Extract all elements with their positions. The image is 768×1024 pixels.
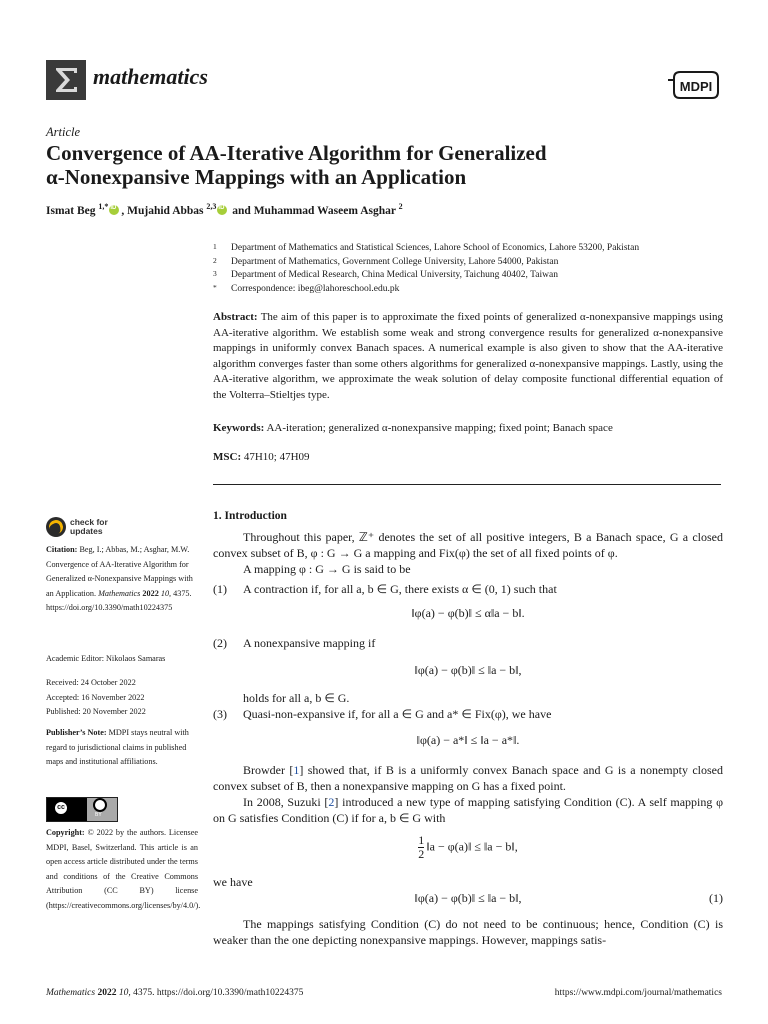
footer-volume: 10, <box>118 988 131 998</box>
section-divider <box>213 484 721 485</box>
item-number: (3) <box>213 707 227 721</box>
keywords <box>213 421 723 437</box>
cc-circle-icon: cc <box>53 800 69 816</box>
section-heading: 1. Introduction <box>213 510 287 522</box>
citation-text: Beg, I.; Abbas, M.; Asghar, M.W. Convergence of AA-Iterative Algorithm for Generalized α-Nonexpansive Mappings with an Application. <box>46 545 193 598</box>
text-run: Browder [ <box>243 763 294 777</box>
copyright-label: Copyright: <box>46 828 85 837</box>
condition-c-paragraph: The mappings satisfying Condition (C) do not need to be continuous; hence, Condition (C) is weaker than the one depicting nonexpansive mappings. However, mappings satis- <box>213 917 723 947</box>
footer-doi-link[interactable]: 4375. https://doi.org/10.3390/math10224375 <box>133 988 304 998</box>
fraction <box>418 834 424 861</box>
check-for-updates-button[interactable] <box>46 516 126 540</box>
affiliation-item <box>213 242 639 256</box>
received-date: Received: 24 October 2022 <box>46 678 136 687</box>
citation-year: 2022 <box>142 588 159 598</box>
publisher-note-text: MDPI stays neutral with regard to jurisdictional claims in published maps and institutional affiliations. <box>46 728 189 767</box>
equation: ‖φ(a) − φ(b)‖ ≤ ‖a − b‖, <box>414 663 522 677</box>
item-text: A contraction if, for all a, b ∈ G, there exists α ∈ (0, 1) such that <box>243 582 557 596</box>
author-affil-marks: 2 <box>398 202 403 211</box>
title-line-1: Convergence of AA-Iterative Algorithm for Generalized <box>46 141 547 165</box>
item-text: holds for all a, b ∈ G. <box>243 691 350 705</box>
intro-body <box>213 529 723 948</box>
citation-link[interactable]: 1 <box>293 763 300 777</box>
citation-block <box>46 543 198 616</box>
copyright-block <box>46 826 201 914</box>
msc-label: MSC: <box>213 451 242 463</box>
publisher-note-label: Publisher’s Note: <box>46 728 107 737</box>
footer-citation <box>46 988 303 998</box>
author-name[interactable]: Muhammad Waseem Asghar <box>253 204 396 217</box>
check-updates-label <box>70 518 108 536</box>
browder-paragraph <box>213 762 723 794</box>
publisher-name: MDPI <box>679 79 713 94</box>
equation-number: (1) <box>709 891 723 905</box>
journal-name: mathematics <box>93 64 208 89</box>
accepted-date: Accepted: 16 November 2022 <box>46 692 145 702</box>
journal-logo-icon <box>46 60 86 100</box>
abstract-text: The aim of this paper is to approximate the fixed points of generalized α-nonexpansive mappings using AA-iterative algorithm. We establish some weak and strong convergence results for generalized α-nonexpansive mappings in uniformly convex Banach spaces. A numerical example is also given to show that the AA-iterative algorithm converges faster than some others algorithms for generalized α-nonexpansive mappings. Lastly, using the AA-iterative algorithm, we approximate the weak solution of delay composite functional differential equation of the Volterra–Stieltjes type. <box>213 311 723 401</box>
title-line-2: α-Nonexpansive Mappings with an Application <box>46 165 467 189</box>
intro-paragraph: Throughout this paper, ℤ⁺ denotes the set of all positive integers, B a Banach space, G a closed convex subset of B, φ : G → G a mapping and Fix(φ) the set of all fixed points of φ. <box>213 530 723 560</box>
definition-item <box>213 635 723 651</box>
affiliation-item <box>213 283 639 297</box>
affiliation-item <box>213 269 639 283</box>
author-affil-marks: 1,* <box>98 202 109 211</box>
article-type: Article <box>46 125 81 139</box>
fraction-numerator: 1 <box>418 833 425 847</box>
affiliation-text: Department of Mathematics and Statistical Sciences, Lahore School of Economics, Lahore 53200, Pakistan <box>231 243 640 253</box>
paper-title <box>46 141 726 189</box>
we-have-text: we have <box>213 875 253 889</box>
text-run: In 2008, Suzuki [ <box>243 795 329 809</box>
mdpi-logo-icon <box>666 68 720 102</box>
equation: ‖φ(a) − φ(b)‖ ≤ α‖a − b‖. <box>411 606 525 620</box>
abstract <box>213 310 723 403</box>
cc-by-label: BY <box>95 812 102 818</box>
item-text: Quasi-non-expansive if, for all a ∈ G and a* ∈ Fix(φ), we have <box>243 707 552 721</box>
author-list: Ismat Beg $^{1,*}$iD , Mujahid Abbas $^{2,3}$iD and Muhammad Waseem Asghar $^2$ <box>46 202 403 217</box>
equation: ‖φ(a) − a*‖ ≤ ‖a − a*‖. <box>416 733 520 747</box>
equation-text: ‖a − φ(a)‖ ≤ ‖a − b‖, <box>426 839 518 854</box>
footer-year: 2022 <box>97 988 117 998</box>
orcid-icon[interactable] <box>217 205 227 215</box>
keywords-label: Keywords: <box>213 422 265 434</box>
affiliation-list <box>213 242 639 296</box>
fraction-denominator: 2 <box>418 847 425 861</box>
citation-volume: 10, <box>160 588 172 598</box>
msc-codes <box>213 451 310 463</box>
definition-item <box>213 706 723 722</box>
cc-icon <box>47 798 87 821</box>
copyright-text: © 2022 by the authors. Licensee MDPI, Basel, Switzerland. This article is an open access article distributed under the terms and conditions of the Creative Commons Attribution (CC BY) license (https://creativecommons.org/licenses/by/4.0/). <box>46 828 201 910</box>
check-updates-icon <box>46 517 66 537</box>
author-affil-marks: 2,3 <box>206 202 217 211</box>
text-run: ] introduced a new type of mapping satisfying Condition (C). A self mapping φ on G satisfies Condition (C) if for a, b ∈ G with <box>213 795 723 825</box>
citation-journal: Mathematics <box>98 588 141 598</box>
check-updates-line: check for <box>70 517 108 527</box>
author-name[interactable]: Mujahid Abbas <box>127 204 204 217</box>
affiliation-mark: 2 <box>213 255 217 265</box>
affiliation-mark: * <box>213 282 217 292</box>
numbered-equation <box>213 890 723 916</box>
intro-paragraph: A mapping φ : G → G is said to be <box>243 562 411 576</box>
definition-item-cont <box>213 690 723 706</box>
item-text: A nonexpansive mapping if <box>243 636 376 650</box>
suzuki-paragraph <box>213 794 723 826</box>
affiliation-item <box>213 256 639 270</box>
dates-block <box>46 676 198 720</box>
by-person-icon <box>93 798 107 812</box>
check-updates-line: updates <box>70 526 103 536</box>
citation-link[interactable]: 2 <box>328 795 335 809</box>
item-number: (2) <box>213 636 227 650</box>
correspondence-text[interactable]: Correspondence: ibeg@lahoreschool.edu.pk <box>231 283 400 294</box>
msc-text: 47H10; 47H09 <box>243 451 310 463</box>
footer-journal-url[interactable]: https://www.mdpi.com/journal/mathematics <box>554 988 722 998</box>
author-name[interactable]: Ismat Beg <box>46 204 96 217</box>
definition-item <box>213 581 723 597</box>
equation-text: ‖φ(a) − φ(b)‖ ≤ ‖a − b‖, <box>414 891 522 905</box>
orcid-icon[interactable] <box>109 205 119 215</box>
affiliation-mark: 1 <box>213 242 217 251</box>
item-number: (1) <box>213 582 227 596</box>
published-date: Published: 20 November 2022 <box>46 707 146 717</box>
abstract-label: Abstract: <box>213 311 258 323</box>
cc-by-license-badge[interactable] <box>46 797 118 822</box>
affiliation-mark: 3 <box>213 269 217 278</box>
publisher-note <box>46 726 198 770</box>
keywords-text: AA-iteration; generalized α-nonexpansive mapping; fixed point; Banach space <box>266 422 613 434</box>
author-conjunction: and <box>232 204 251 217</box>
text-run: ] showed that, if B is a uniformly convex Banach space and G is a nonempty closed convex subset of B, then a nonexpansive mapping on G has a fixed point. <box>213 763 724 793</box>
citation-doi[interactable]: 4375. https://doi.org/10.3390/math10224375 <box>46 588 192 613</box>
equation <box>213 834 723 874</box>
footer-journal: Mathematics <box>46 988 96 998</box>
citation-label: Citation: <box>46 545 78 554</box>
academic-editor: Academic Editor: Nikolaos Samaras <box>46 654 166 663</box>
affiliation-text: Department of Mathematics, Government College University, Lahore 54000, Pakistan <box>231 256 559 267</box>
affiliation-text: Department of Medical Research, China Medical University, Taichung 40402, Taiwan <box>231 270 558 280</box>
